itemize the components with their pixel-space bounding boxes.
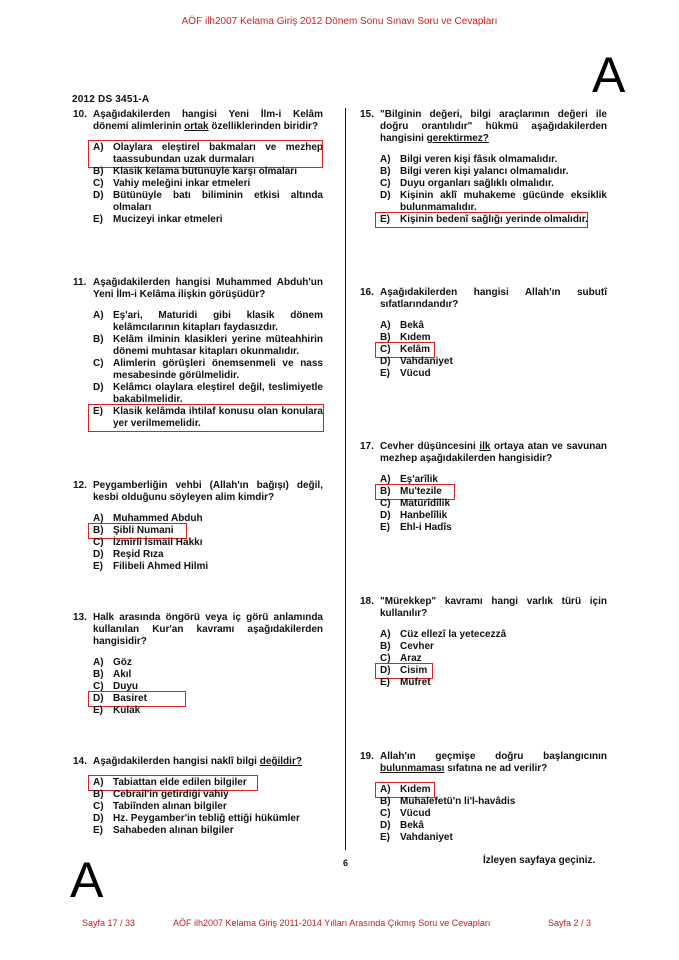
option-d: D) Bekâ [380, 820, 424, 831]
option-e: E) Mucizeyi inkar etmeleri [93, 214, 223, 225]
continue-note: İzleyen sayfaya geçiniz. [483, 855, 596, 866]
option-d: D) Vahdaniyet [380, 356, 453, 367]
question-stem: Allah'ın geçmişe doğru başlangıcının bulunmaması sıfatına ne ad verilir? [380, 751, 607, 774]
option-c: C) Vücud [380, 808, 431, 819]
option-e-marked: E) Klasik kelâmda ihtilaf konusu olan konulara yer verilmemelidir. [93, 406, 323, 429]
footer-title: AÖF ilh2007 Kelama Giriş 2011-2014 Yılları Arasında Çıkmış Soru ve Cevapları [173, 918, 491, 928]
option-d-marked: D) Basiret [93, 693, 323, 705]
footer-page-right: Sayfa 2 / 3 [548, 918, 592, 928]
question-13 [73, 612, 323, 717]
question-stem: "Bilginin değeri, bilgi araçlarının değeri ile doğru orantılıdır" hükmü aşağıdakilerden hangisini gerektirmez? [380, 109, 607, 144]
option-c-marked: C) Kelâm [380, 344, 607, 356]
option-a: A) Muhammed Abduh [93, 513, 203, 524]
question-14 [73, 756, 323, 837]
question-10 [73, 109, 323, 226]
option-e: E) Vücud [380, 368, 431, 379]
question-stem: Aşağıdakilerden hangisi Yeni İlm-i Kelâm dönemi alimlerinin ortak özelliklerinden biridir? [93, 109, 323, 132]
option-a: A) Bekâ [380, 320, 424, 331]
question-stem: Cevher düşüncesini ilk ortaya atan ve savunan mezhep aşağıdakilerden hangisidir? [380, 441, 607, 464]
question-number: 10. [73, 109, 87, 120]
question-stem: Aşağıdakilerden hangisi Allah'ın subutî sıfatlarındandır? [380, 287, 607, 310]
option-a: A) Eş'arîlik [380, 474, 438, 485]
question-number: 12. [73, 480, 87, 491]
option-e-marked: E) Kişinin bedenî sağlığı yerinde olmalıdır. [380, 214, 607, 226]
column-divider [345, 108, 346, 850]
option-e: E) Vahdaniyet [380, 832, 453, 843]
option-e: E) Kulak [93, 705, 141, 716]
option-b: B) Cevher [380, 641, 434, 652]
option-c: C) Vahiy meleğini inkar etmeleri [93, 178, 251, 189]
option-e: E) Müfret [380, 677, 431, 688]
question-stem: "Mürekkep" kavramı hangi varlık türü için kullanılır? [380, 596, 607, 619]
option-b: B) Muhalefetü'n li'l-havâdis [380, 796, 516, 807]
question-12 [73, 480, 323, 573]
question-19 [360, 751, 607, 844]
option-a: A) Eş'ari, Maturidi gibi klasik dönem kelâmcılarının kitapları faydasızdır. [93, 310, 323, 333]
option-a: A) Cüz ellezî la yetecezzâ [380, 629, 507, 640]
option-e: E) Filibeli Ahmed Hilmi [93, 561, 209, 572]
question-16 [360, 287, 607, 380]
question-number: 14. [73, 756, 87, 767]
option-b: B) Bilgi veren kişi yalancı olmamalıdır. [380, 166, 569, 177]
option-b: B) Akıl [93, 669, 132, 680]
option-c: C) Alimlerin görüşleri önemsenmeli ve nass mesabesinde görülmelidir. [93, 358, 323, 381]
question-number: 18. [360, 596, 374, 607]
option-c: C) Duyu [93, 681, 138, 692]
question-number: 19. [360, 751, 374, 762]
option-d: D) Reşid Rıza [93, 549, 164, 560]
question-11 [73, 277, 323, 430]
option-b: B) Cebrail'in getirdiği vahiy [93, 789, 229, 800]
option-b: B) Kelâm ilminin klasikleri yerine müteahhirin dönemi muhtasar kitapları okunmalıdır. [93, 334, 323, 357]
question-18 [360, 596, 607, 689]
question-15 [360, 109, 607, 226]
option-e: E) Sahabeden alınan bilgiler [93, 825, 234, 836]
option-a-marked: A) Tabiattan elde edilen bilgiler [93, 777, 323, 789]
option-d-marked: D) Cisim [380, 665, 607, 677]
option-a: A) Göz [93, 657, 132, 668]
option-c: C) Tabiînden alınan bilgiler [93, 801, 227, 812]
option-d: D) Bütünüyle batı biliminin etkisi altında olmaları [93, 190, 323, 213]
document-header-title: AÖF ilh2007 Kelama Giriş 2012 Dönem Sonu Sınavı Soru ve Cevapları [181, 16, 498, 27]
footer-page-left: Sayfa 17 / 33 [82, 918, 136, 928]
option-b-marked: B) Şibli Numani [93, 525, 323, 537]
question-stem: Peygamberliğin vehbi (Allah'ın bağışı) değil, kesbi olduğunu söyleyen alim kimdir? [93, 480, 323, 503]
booklet-letter-top: A [592, 47, 626, 103]
question-stem: Halk arasında öngörü veya iç görü anlamında kullanılan Kur'an kavramı aşağıdakilerden hangisidir? [93, 612, 323, 647]
question-17 [360, 441, 607, 534]
option-d: D) Kelâmcı olaylara eleştirel değil, teslimiyetle bakabilmelidir. [93, 382, 323, 405]
option-a: A) Bilgi veren kişi fâsık olmamalıdır. [380, 154, 558, 165]
option-d: D) Kişinin aklî muhakeme gücünde eksiklik bulunmamalıdır. [380, 190, 607, 213]
option-b-marked: B) Mu'tezile [380, 486, 607, 498]
question-stem: Aşağıdakilerden hangisi Muhammed Abduh'un Yeni İlm-i Kelâma ilişkin görüşüdür? [93, 277, 323, 300]
option-e: E) Ehl-i Hadîs [380, 522, 452, 533]
option-b: B) Klasik kelama bütünüyle karşı olmaları [93, 166, 297, 177]
question-stem: Aşağıdakilerden hangisi naklî bilgi değildir? [93, 756, 302, 767]
option-c: C) Matürîdîlik [380, 498, 451, 509]
option-c: C) Araz [380, 653, 422, 664]
option-c: C) İzmirli İsmail Hakkı [93, 537, 203, 548]
question-number: 17. [360, 441, 374, 452]
option-d: D) Hz. Peygamber'in tebliğ ettiği hükümler [93, 813, 300, 824]
exam-code: 2012 DS 3451-A [72, 94, 150, 105]
booklet-letter-bottom: A [70, 852, 104, 908]
question-number: 16. [360, 287, 374, 298]
page-number: 6 [343, 858, 349, 868]
option-a-marked: A) Kıdem [380, 784, 607, 796]
option-a-marked: A) Olaylara eleştirel bakmaları ve mezhep taassubundan uzak durmaları [93, 142, 323, 165]
question-number: 13. [73, 612, 87, 623]
question-number: 15. [360, 109, 374, 120]
option-d: D) Hanbelîlik [380, 510, 448, 521]
question-number: 11. [73, 277, 87, 288]
option-b: B) Kıdem [380, 332, 431, 343]
option-c: C) Duyu organları sağlıklı olmalıdır. [380, 178, 554, 189]
